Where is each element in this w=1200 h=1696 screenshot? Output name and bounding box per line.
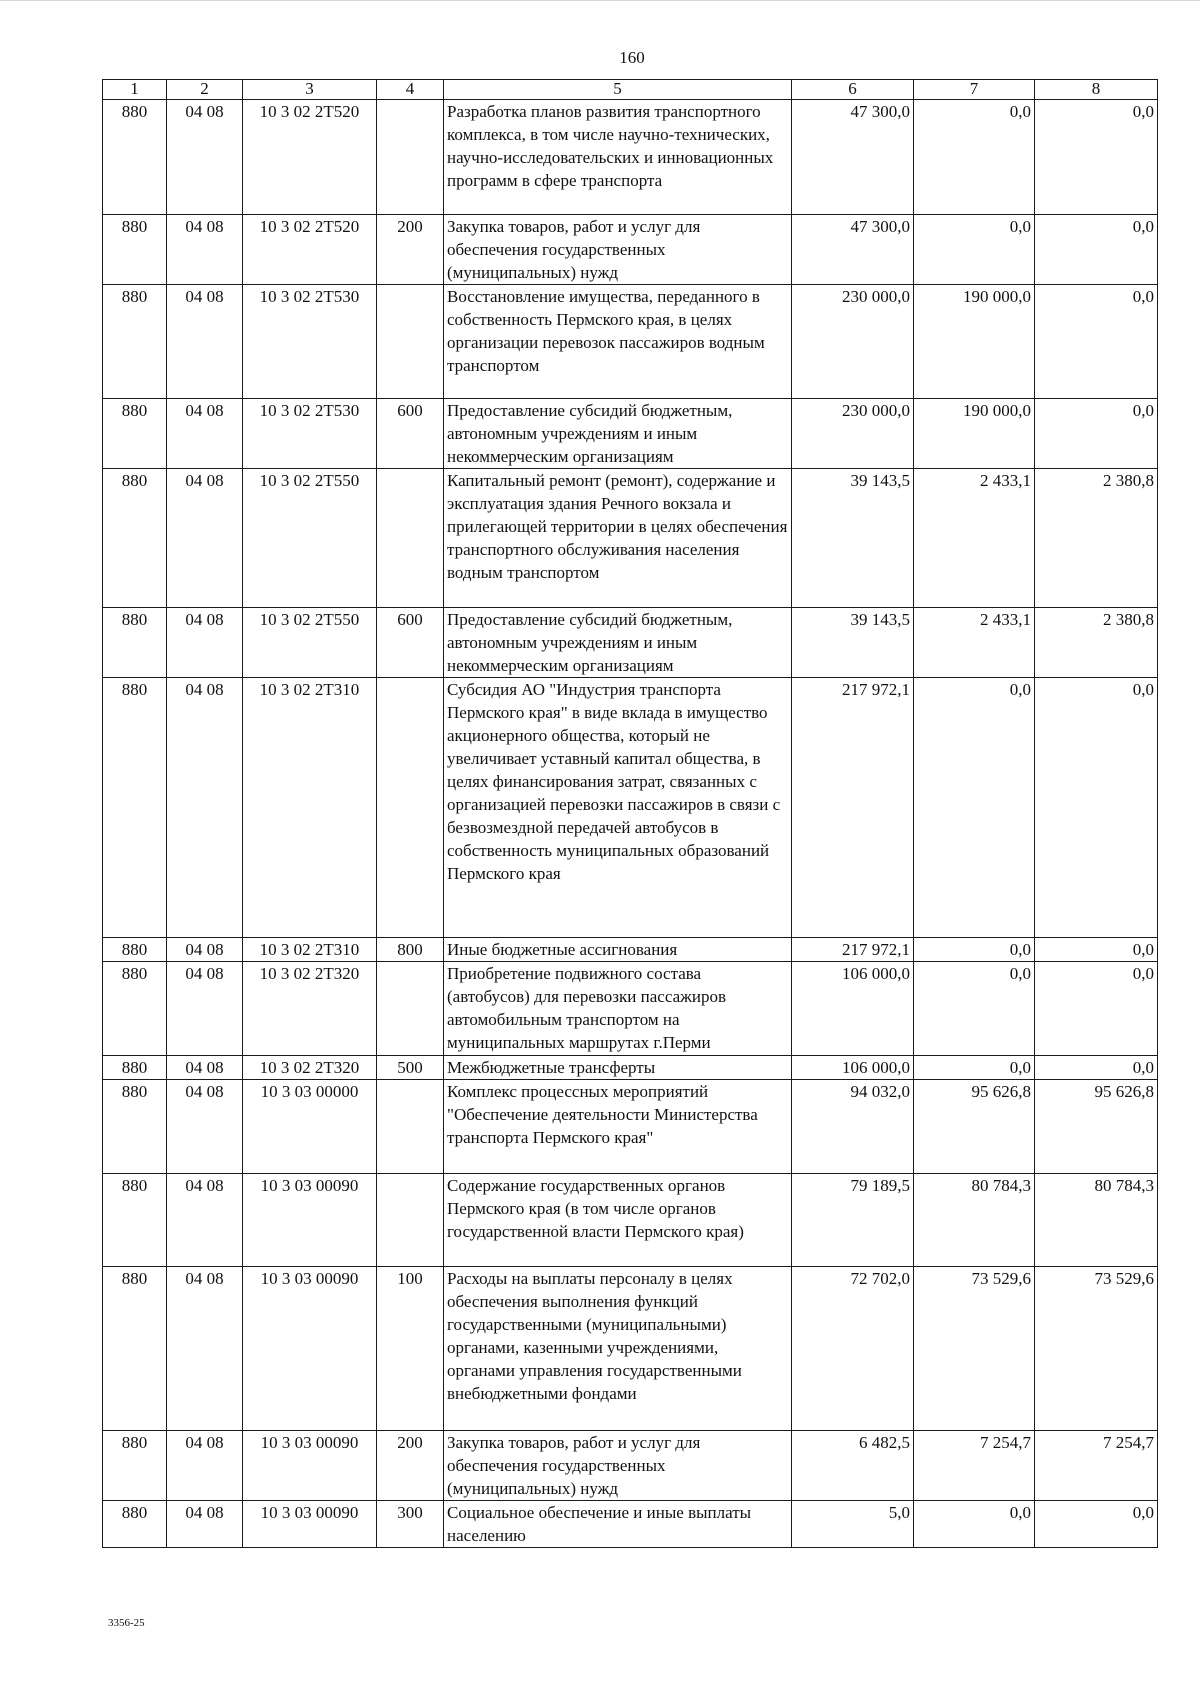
- cell-amount-year-2: 0,0: [914, 938, 1035, 962]
- cell-amount-year-1: 72 702,0: [792, 1267, 914, 1431]
- cell-description: Закупка товаров, работ и услуг для обеспечения государственных (муниципальных) нужд: [444, 1431, 792, 1501]
- cell-section: 04 08: [167, 1080, 243, 1174]
- table-row: [103, 1501, 1158, 1548]
- cell-target-article: 10 3 03 00090: [243, 1267, 377, 1431]
- cell-section: 04 08: [167, 469, 243, 608]
- cell-admin-code: 880: [103, 608, 167, 678]
- cell-amount-year-2: 0,0: [914, 1501, 1035, 1548]
- cell-amount-year-2: 95 626,8: [914, 1080, 1035, 1174]
- budget-table: [102, 79, 1158, 1548]
- cell-section: 04 08: [167, 938, 243, 962]
- cell-section: 04 08: [167, 100, 243, 215]
- cell-admin-code: 880: [103, 938, 167, 962]
- cell-target-article: 10 3 02 2Т320: [243, 1056, 377, 1080]
- table-row: [103, 608, 1158, 678]
- cell-description: Предоставление субсидий бюджетным, автономным учреждениям и иным некоммерческим организациям: [444, 399, 792, 469]
- table-row: [103, 1080, 1158, 1174]
- cell-target-article: 10 3 02 2Т550: [243, 469, 377, 608]
- table-row: [103, 399, 1158, 469]
- cell-admin-code: 880: [103, 1080, 167, 1174]
- cell-section: 04 08: [167, 1174, 243, 1267]
- header-col-1: 1: [103, 80, 167, 100]
- header-col-7: 7: [914, 80, 1035, 100]
- cell-expense-type: 300: [377, 1501, 444, 1548]
- cell-admin-code: 880: [103, 1501, 167, 1548]
- cell-amount-year-2: 0,0: [914, 215, 1035, 285]
- cell-expense-type: 200: [377, 215, 444, 285]
- cell-admin-code: 880: [103, 678, 167, 938]
- cell-description: Социальное обеспечение и иные выплаты населению: [444, 1501, 792, 1548]
- header-col-4: 4: [377, 80, 444, 100]
- cell-target-article: 10 3 02 2Т310: [243, 678, 377, 938]
- table-row: [103, 469, 1158, 608]
- table-row: [103, 100, 1158, 215]
- cell-description: Межбюджетные трансферты: [444, 1056, 792, 1080]
- cell-admin-code: 880: [103, 1056, 167, 1080]
- cell-amount-year-1: 6 482,5: [792, 1431, 914, 1501]
- cell-expense-type: [377, 285, 444, 399]
- cell-section: 04 08: [167, 1056, 243, 1080]
- cell-section: 04 08: [167, 1431, 243, 1501]
- cell-expense-type: [377, 678, 444, 938]
- cell-expense-type: 500: [377, 1056, 444, 1080]
- cell-expense-type: 200: [377, 1431, 444, 1501]
- cell-amount-year-3: 2 380,8: [1035, 469, 1158, 608]
- cell-expense-type: 100: [377, 1267, 444, 1431]
- cell-expense-type: [377, 962, 444, 1056]
- cell-target-article: 10 3 02 2Т520: [243, 100, 377, 215]
- cell-amount-year-2: 73 529,6: [914, 1267, 1035, 1431]
- page-number: 160: [619, 48, 645, 67]
- cell-description: Разработка планов развития транспортного комплекса, в том числе научно-технических, научно-исследовательских и инновационных программ в сфере транспорта: [444, 100, 792, 215]
- cell-admin-code: 880: [103, 1267, 167, 1431]
- cell-description: Расходы на выплаты персоналу в целях обеспечения выполнения функций государственными (муниципальными) органами, казенными учреждениями, органами управления государственными внебюджетными фондами: [444, 1267, 792, 1431]
- cell-target-article: 10 3 02 2Т530: [243, 285, 377, 399]
- table-row: [103, 938, 1158, 962]
- scan-edge-line: [0, 0, 1200, 1]
- cell-amount-year-1: 47 300,0: [792, 100, 914, 215]
- cell-amount-year-3: 0,0: [1035, 285, 1158, 399]
- cell-description: Предоставление субсидий бюджетным, автономным учреждениям и иным некоммерческим организациям: [444, 608, 792, 678]
- cell-section: 04 08: [167, 399, 243, 469]
- cell-amount-year-3: 2 380,8: [1035, 608, 1158, 678]
- header-col-5: 5: [444, 80, 792, 100]
- cell-amount-year-2: 2 433,1: [914, 608, 1035, 678]
- cell-amount-year-2: 0,0: [914, 1056, 1035, 1080]
- table-row: [103, 1174, 1158, 1267]
- cell-target-article: 10 3 02 2Т520: [243, 215, 377, 285]
- cell-expense-type: 800: [377, 938, 444, 962]
- document-code: 3356-25: [108, 1617, 145, 1629]
- cell-section: 04 08: [167, 1501, 243, 1548]
- cell-target-article: 10 3 02 2Т550: [243, 608, 377, 678]
- cell-amount-year-3: 0,0: [1035, 1501, 1158, 1548]
- table-row: [103, 962, 1158, 1056]
- cell-admin-code: 880: [103, 962, 167, 1056]
- cell-expense-type: [377, 1080, 444, 1174]
- cell-target-article: 10 3 02 2Т310: [243, 938, 377, 962]
- cell-admin-code: 880: [103, 100, 167, 215]
- table-row: [103, 1267, 1158, 1431]
- cell-amount-year-3: 0,0: [1035, 215, 1158, 285]
- cell-section: 04 08: [167, 1267, 243, 1431]
- cell-amount-year-2: 80 784,3: [914, 1174, 1035, 1267]
- cell-admin-code: 880: [103, 285, 167, 399]
- cell-target-article: 10 3 02 2Т530: [243, 399, 377, 469]
- cell-admin-code: 880: [103, 399, 167, 469]
- cell-amount-year-1: 106 000,0: [792, 962, 914, 1056]
- cell-target-article: 10 3 03 00090: [243, 1174, 377, 1267]
- header-col-6: 6: [792, 80, 914, 100]
- cell-amount-year-3: 0,0: [1035, 399, 1158, 469]
- cell-description: Комплекс процессных мероприятий "Обеспечение деятельности Министерства транспорта Пермского края": [444, 1080, 792, 1174]
- cell-section: 04 08: [167, 215, 243, 285]
- cell-target-article: 10 3 03 00090: [243, 1431, 377, 1501]
- cell-amount-year-1: 217 972,1: [792, 678, 914, 938]
- cell-description: Закупка товаров, работ и услуг для обеспечения государственных (муниципальных) нужд: [444, 215, 792, 285]
- cell-expense-type: 600: [377, 608, 444, 678]
- cell-amount-year-1: 230 000,0: [792, 399, 914, 469]
- cell-target-article: 10 3 03 00090: [243, 1501, 377, 1548]
- cell-target-article: 10 3 02 2Т320: [243, 962, 377, 1056]
- cell-amount-year-1: 94 032,0: [792, 1080, 914, 1174]
- cell-expense-type: [377, 469, 444, 608]
- cell-amount-year-1: 230 000,0: [792, 285, 914, 399]
- cell-target-article: 10 3 03 00000: [243, 1080, 377, 1174]
- cell-section: 04 08: [167, 678, 243, 938]
- cell-expense-type: [377, 100, 444, 215]
- table-row: [103, 1056, 1158, 1080]
- header-col-8: 8: [1035, 80, 1158, 100]
- cell-description: Капитальный ремонт (ремонт), содержание и эксплуатация здания Речного вокзала и прилегающей территории в целях обеспечения транспортного обслуживания населения водным транспортом: [444, 469, 792, 608]
- table-row: [103, 285, 1158, 399]
- header-col-3: 3: [243, 80, 377, 100]
- cell-amount-year-2: 7 254,7: [914, 1431, 1035, 1501]
- cell-description: Приобретение подвижного состава (автобусов) для перевозки пассажиров автомобильным транспортом на муниципальных маршрутах г.Перми: [444, 962, 792, 1056]
- cell-amount-year-1: 39 143,5: [792, 608, 914, 678]
- header-col-2: 2: [167, 80, 243, 100]
- cell-section: 04 08: [167, 285, 243, 399]
- cell-amount-year-3: 73 529,6: [1035, 1267, 1158, 1431]
- cell-description: Содержание государственных органов Пермского края (в том числе органов государственной власти Пермского края): [444, 1174, 792, 1267]
- cell-expense-type: [377, 1174, 444, 1267]
- cell-amount-year-3: 0,0: [1035, 100, 1158, 215]
- cell-amount-year-3: 0,0: [1035, 938, 1158, 962]
- cell-amount-year-1: 5,0: [792, 1501, 914, 1548]
- cell-admin-code: 880: [103, 469, 167, 608]
- cell-section: 04 08: [167, 608, 243, 678]
- table-row: [103, 678, 1158, 938]
- cell-amount-year-2: 190 000,0: [914, 285, 1035, 399]
- cell-amount-year-2: 190 000,0: [914, 399, 1035, 469]
- cell-amount-year-2: 0,0: [914, 678, 1035, 938]
- cell-admin-code: 880: [103, 1174, 167, 1267]
- cell-amount-year-1: 47 300,0: [792, 215, 914, 285]
- cell-amount-year-3: 0,0: [1035, 1056, 1158, 1080]
- cell-amount-year-3: 0,0: [1035, 678, 1158, 938]
- table-row: [103, 215, 1158, 285]
- cell-amount-year-2: 0,0: [914, 962, 1035, 1056]
- cell-amount-year-1: 217 972,1: [792, 938, 914, 962]
- cell-amount-year-3: 7 254,7: [1035, 1431, 1158, 1501]
- cell-amount-year-3: 95 626,8: [1035, 1080, 1158, 1174]
- cell-amount-year-3: 80 784,3: [1035, 1174, 1158, 1267]
- cell-amount-year-1: 39 143,5: [792, 469, 914, 608]
- table-header-row: [103, 80, 1158, 100]
- cell-expense-type: 600: [377, 399, 444, 469]
- cell-description: Восстановление имущества, переданного в собственность Пермского края, в целях организации перевозок пассажиров водным транспортом: [444, 285, 792, 399]
- cell-section: 04 08: [167, 962, 243, 1056]
- cell-admin-code: 880: [103, 215, 167, 285]
- table-row: [103, 1431, 1158, 1501]
- cell-amount-year-1: 79 189,5: [792, 1174, 914, 1267]
- cell-description: Иные бюджетные ассигнования: [444, 938, 792, 962]
- cell-description: Субсидия АО "Индустрия транспорта Пермского края" в виде вклада в имущество акционерного общества, который не увеличивает уставный капитал общества, в целях финансирования затрат, связанных с организацией перевозки пассажиров в связи с безвозмездной передачей автобусов в собственность муниципальных образований Пермского края: [444, 678, 792, 938]
- cell-amount-year-2: 0,0: [914, 100, 1035, 215]
- cell-amount-year-3: 0,0: [1035, 962, 1158, 1056]
- cell-amount-year-1: 106 000,0: [792, 1056, 914, 1080]
- cell-admin-code: 880: [103, 1431, 167, 1501]
- cell-amount-year-2: 2 433,1: [914, 469, 1035, 608]
